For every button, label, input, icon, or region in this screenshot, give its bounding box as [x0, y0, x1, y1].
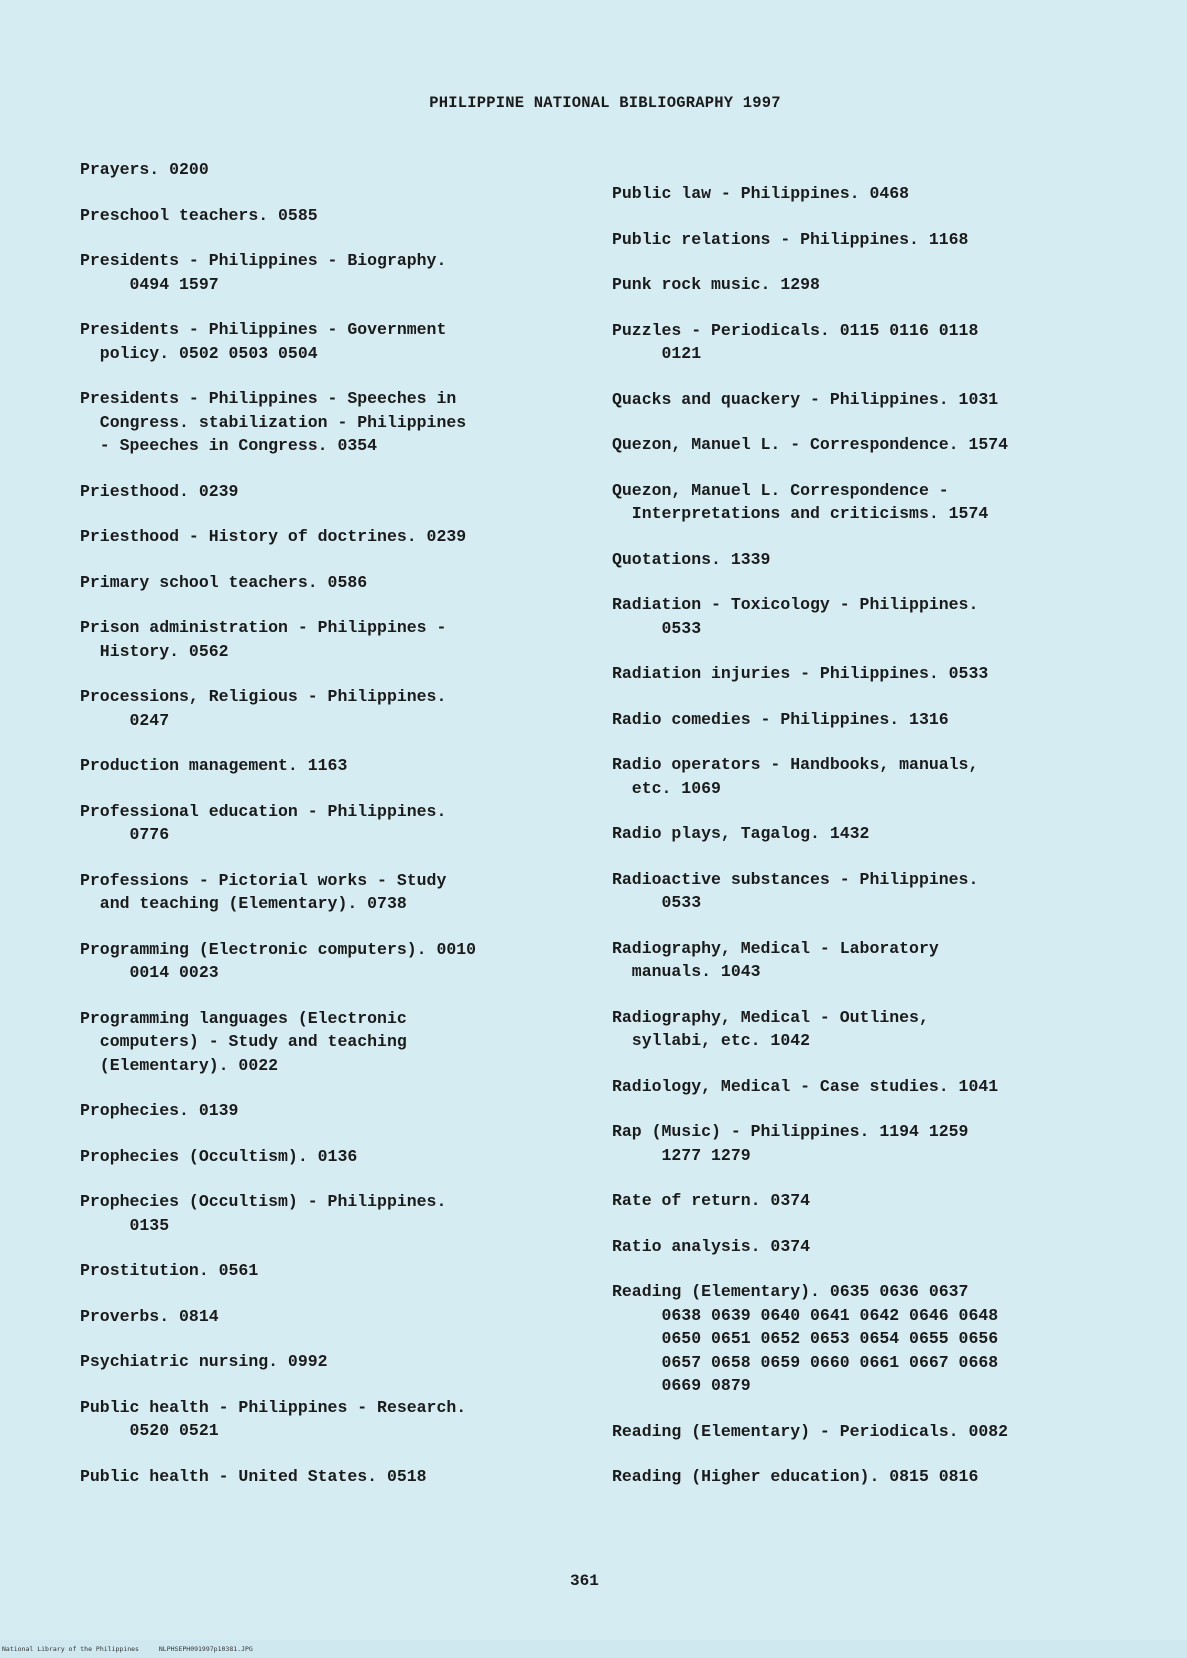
index-entry-text: Quezon, Manuel L. - Correspondence. 1574 — [612, 435, 1009, 454]
index-entry — [612, 1006, 1142, 1053]
index-entry — [80, 1007, 600, 1078]
page-number: 361 — [570, 1572, 599, 1590]
index-entry-text: Radio comedies - Philippines. 1316 — [612, 709, 949, 729]
index-entry-text: Radioactive substances - Philippines. 0533 — [612, 869, 979, 912]
index-entry — [80, 938, 600, 985]
index-entry-text: Psychiatric nursing. 0992 — [80, 1352, 328, 1371]
index-entry — [612, 1075, 1142, 1099]
index-entry — [612, 319, 1142, 366]
index-entry-text: Prayers. 0200 — [80, 160, 209, 179]
index-entry — [612, 593, 1142, 640]
index-entry-text: Presidents - Philippines - Biography. 0494 1597 — [80, 251, 447, 294]
index-entry — [612, 1189, 1142, 1213]
index-entry-text: Preschool teachers. 0585 — [80, 205, 318, 225]
index-entry — [612, 1420, 1142, 1444]
index-entry — [612, 433, 1142, 457]
index-entry — [80, 1305, 600, 1329]
page-title: PHILIPPINE NATIONAL BIBLIOGRAPHY 1997 — [429, 94, 781, 112]
index-entry — [612, 662, 1142, 686]
index-entry — [80, 1259, 600, 1283]
index-entry-text: Prostitution. 0561 — [80, 1261, 259, 1280]
index-entry — [80, 1099, 600, 1123]
index-entry-text: Radiography, Medical - Laboratory manuals. 1043 — [612, 938, 939, 981]
index-entry-text: Punk rock music. 1298 — [612, 275, 820, 294]
right-column — [612, 182, 1142, 1489]
index-entry — [80, 158, 600, 182]
index-entry-text: Radiation injuries - Philippines. 0533 — [612, 664, 989, 683]
index-entry — [612, 273, 1142, 297]
scan-footer — [2, 1645, 269, 1653]
index-entry — [80, 1396, 600, 1443]
index-entry-text: Prophecies (Occultism) - Philippines. 0135 — [80, 1192, 447, 1235]
index-entry-text: Professional education - Philippines. 0776 — [80, 801, 447, 844]
index-entry — [80, 1145, 600, 1169]
index-entry — [80, 869, 600, 916]
index-entry-text: Reading (Elementary) - Periodicals. 0082 — [612, 1421, 1009, 1441]
index-entry-text: Public health - Philippines - Research. 0520 0521 — [80, 1397, 467, 1440]
index-entry-text: Proverbs. 0814 — [80, 1306, 219, 1326]
index-entry-text: Radio operators - Handbooks, manuals, etc. 1069 — [612, 755, 979, 798]
index-entry — [612, 1280, 1142, 1398]
index-entry-text: Prophecies (Occultism). 0136 — [80, 1146, 358, 1166]
index-entry-text: Processions, Religious - Philippines. 0247 — [80, 687, 447, 730]
index-entry-text: Puzzles - Periodicals. 0115 0116 0118 0121 — [612, 320, 979, 363]
index-entry-text: Professions - Pictorial works - Study and teaching (Elementary). 0738 — [80, 870, 447, 913]
index-entry-text: Public relations - Philippines. 1168 — [612, 229, 969, 249]
index-entry — [80, 800, 600, 847]
index-entry — [80, 1465, 600, 1489]
index-entry — [80, 1190, 600, 1237]
index-entry-text: Priesthood. 0239 — [80, 481, 239, 501]
index-entry-text: Rap (Music) - Philippines. 1194 1259 1277 1279 — [612, 1122, 969, 1165]
index-entry — [80, 616, 600, 663]
index-entry-text: Prophecies. 0139 — [80, 1101, 239, 1120]
index-entry — [612, 708, 1142, 732]
index-entry-text: Ratio analysis. 0374 — [612, 1236, 811, 1256]
index-entry-text: Rate of return. 0374 — [612, 1191, 811, 1210]
index-entry-text: Reading (Elementary). 0635 0636 0637 0638 0639 0640 0641 0642 0646 0648 0650 0651 0652 0653 0654 0655 0656 0657 0658 0659 0660 0661 0667 0668 0669 0879 — [612, 1282, 999, 1395]
index-entry — [80, 571, 600, 595]
index-entry-text: Presidents - Philippines - Speeches in Congress. stabilization - Philippines - Speeches in Congress. 0354 — [80, 389, 467, 455]
index-entry — [612, 868, 1142, 915]
index-entry — [80, 249, 600, 296]
index-entry — [80, 685, 600, 732]
index-entry — [80, 754, 600, 778]
index-entry-text: Production management. 1163 — [80, 756, 348, 775]
index-entry — [612, 1120, 1142, 1167]
index-entry — [612, 753, 1142, 800]
index-entry-text: Primary school teachers. 0586 — [80, 572, 368, 592]
index-entry — [612, 182, 1142, 206]
index-entry — [612, 822, 1142, 846]
index-entry — [80, 1350, 600, 1374]
index-entry-text: Radio plays, Tagalog. 1432 — [612, 824, 870, 843]
index-entry-text: Quotations. 1339 — [612, 549, 771, 569]
index-entry-text: Presidents - Philippines - Government policy. 0502 0503 0504 — [80, 320, 447, 363]
index-entry-text: Prison administration - Philippines - History. 0562 — [80, 618, 447, 661]
index-entry — [612, 548, 1142, 572]
index-entry-text: Reading (Higher education). 0815 0816 — [612, 1467, 979, 1486]
index-entry — [612, 937, 1142, 984]
index-entry-text: Radiology, Medical - Case studies. 1041 — [612, 1076, 999, 1096]
index-entry — [80, 480, 600, 504]
index-entry — [80, 318, 600, 365]
index-entry — [80, 204, 600, 228]
index-entry-text: Programming languages (Electronic computers) - Study and teaching (Elementary). 0022 — [80, 1008, 407, 1075]
left-column — [80, 158, 600, 1488]
index-entry — [612, 388, 1142, 412]
index-entry-text: Quezon, Manuel L. Correspondence - Interpretations and criticisms. 1574 — [612, 480, 989, 523]
index-entry-text: Public law - Philippines. 0468 — [612, 184, 910, 203]
index-entry-text: Radiography, Medical - Outlines, syllabi, etc. 1042 — [612, 1007, 929, 1050]
index-entry-text: Priesthood - History of doctrines. 0239 — [80, 527, 467, 546]
index-entry — [612, 1235, 1142, 1259]
index-entry — [612, 1465, 1142, 1489]
index-entry — [612, 228, 1142, 252]
index-entry — [612, 479, 1142, 526]
index-entry — [80, 387, 600, 458]
index-entry — [80, 525, 600, 549]
library-credit: National Library of the Philippines — [2, 1645, 139, 1653]
index-entry-text: Quacks and quackery - Philippines. 1031 — [612, 389, 999, 409]
index-entry-text: Public health - United States. 0518 — [80, 1466, 427, 1486]
index-entry-text: Radiation - Toxicology - Philippines. 0533 — [612, 595, 979, 638]
file-name: NLPHSEPH091997p10381.JPG — [158, 1645, 253, 1653]
index-entry-text: Programming (Electronic computers). 0010 0014 0023 — [80, 939, 477, 982]
